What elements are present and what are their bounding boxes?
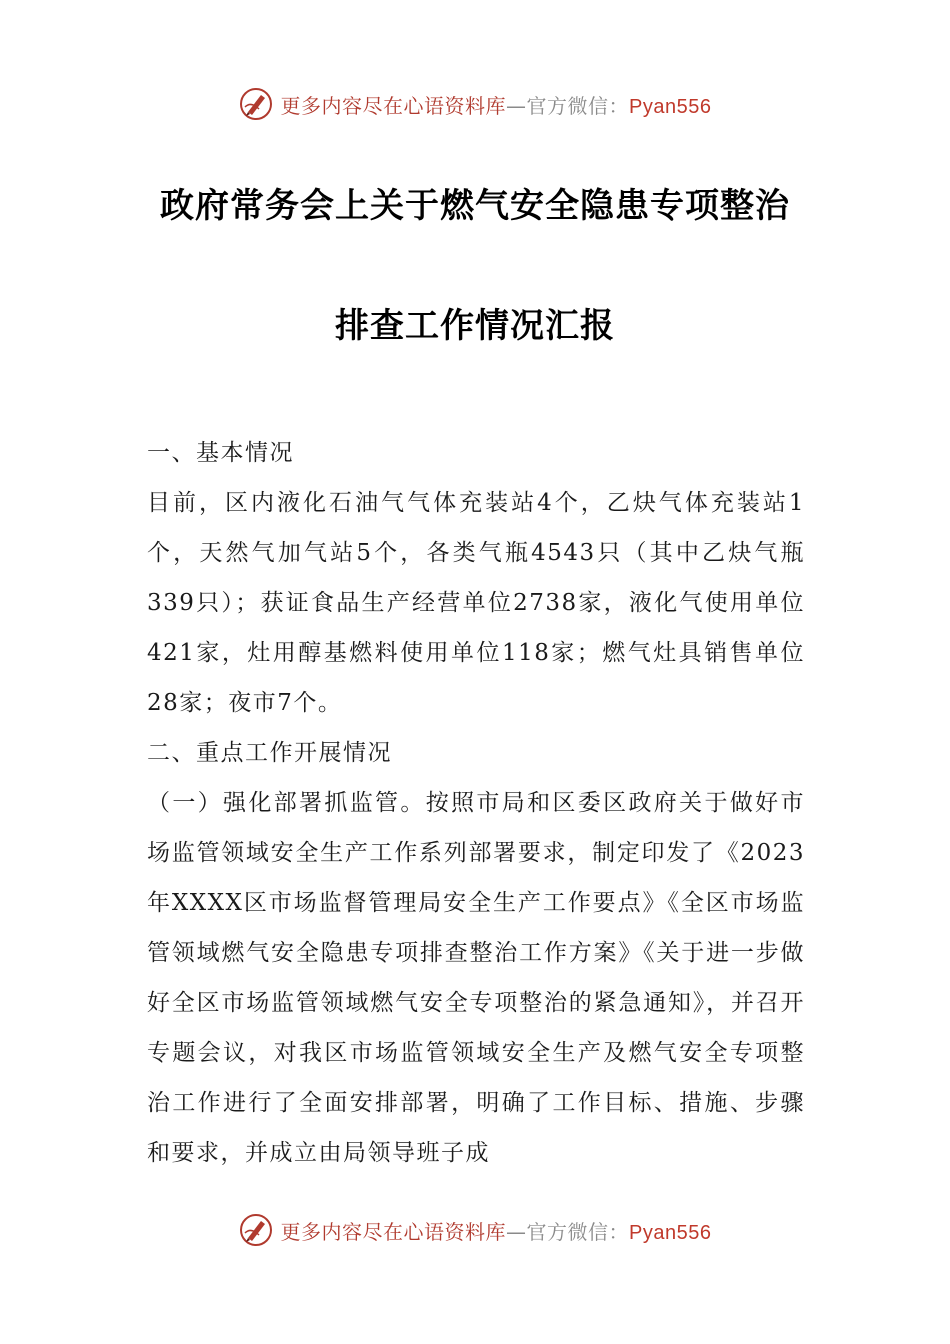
watermark-dash: — bbox=[506, 1219, 527, 1244]
pen-logo-icon bbox=[239, 87, 273, 121]
document-body bbox=[147, 428, 805, 1178]
watermark-dash: — bbox=[506, 93, 527, 118]
watermark-id: Pyan556 bbox=[629, 95, 712, 118]
watermark-label: 官方微信： bbox=[526, 1219, 630, 1244]
document-title-line1: 政府常务会上关于燃气安全隐患专项整治 bbox=[160, 186, 790, 226]
watermark-text bbox=[281, 90, 712, 119]
pen-logo-icon bbox=[239, 1213, 273, 1247]
watermark-id: Pyan556 bbox=[629, 1221, 712, 1244]
document-title-line2: 排查工作情况汇报 bbox=[335, 306, 615, 346]
section-heading-key-work: 二、重点工作开展情况 bbox=[147, 740, 392, 766]
watermark-text bbox=[281, 1216, 712, 1245]
paragraph-basic-situation: 目前，区内液化石油气气体充装站4个，乙炔气体充装站1个，天然气加气站5个，各类气瓶4543只（其中乙炔气瓶339只）；获证食品生产经营单位2738家，液化气使用单位421家，灶用醇基燃料使用单位118家；燃气灶具销售单位28家；夜市7个。 bbox=[147, 490, 805, 716]
watermark-main: 更多内容尽在心语资料库 bbox=[280, 93, 507, 118]
watermark-label: 官方微信： bbox=[526, 93, 630, 118]
watermark-footer bbox=[0, 1210, 950, 1250]
section-heading-basic: 一、基本情况 bbox=[147, 440, 294, 466]
paragraph-deployment: （一）强化部署抓监管。按照市局和区委区政府关于做好市场监管领域安全生产工作系列部署要求，制定印发了《2023年XXXX区市场监督管理局安全生产工作要点》《全区市场监管领域燃气安全隐患专项排查整治工作方案》《关于进一步做好全区市场监管领域燃气安全专项整治的紧急通知》，并召开专题会议，对我区市场监管领域安全生产及燃气安全专项整治工作进行了全面安排部署，明确了工作目标、措施、步骤和要求，并成立由局领导班子成 bbox=[147, 790, 805, 1166]
watermark-header bbox=[0, 84, 950, 124]
watermark-main: 更多内容尽在心语资料库 bbox=[280, 1219, 507, 1244]
